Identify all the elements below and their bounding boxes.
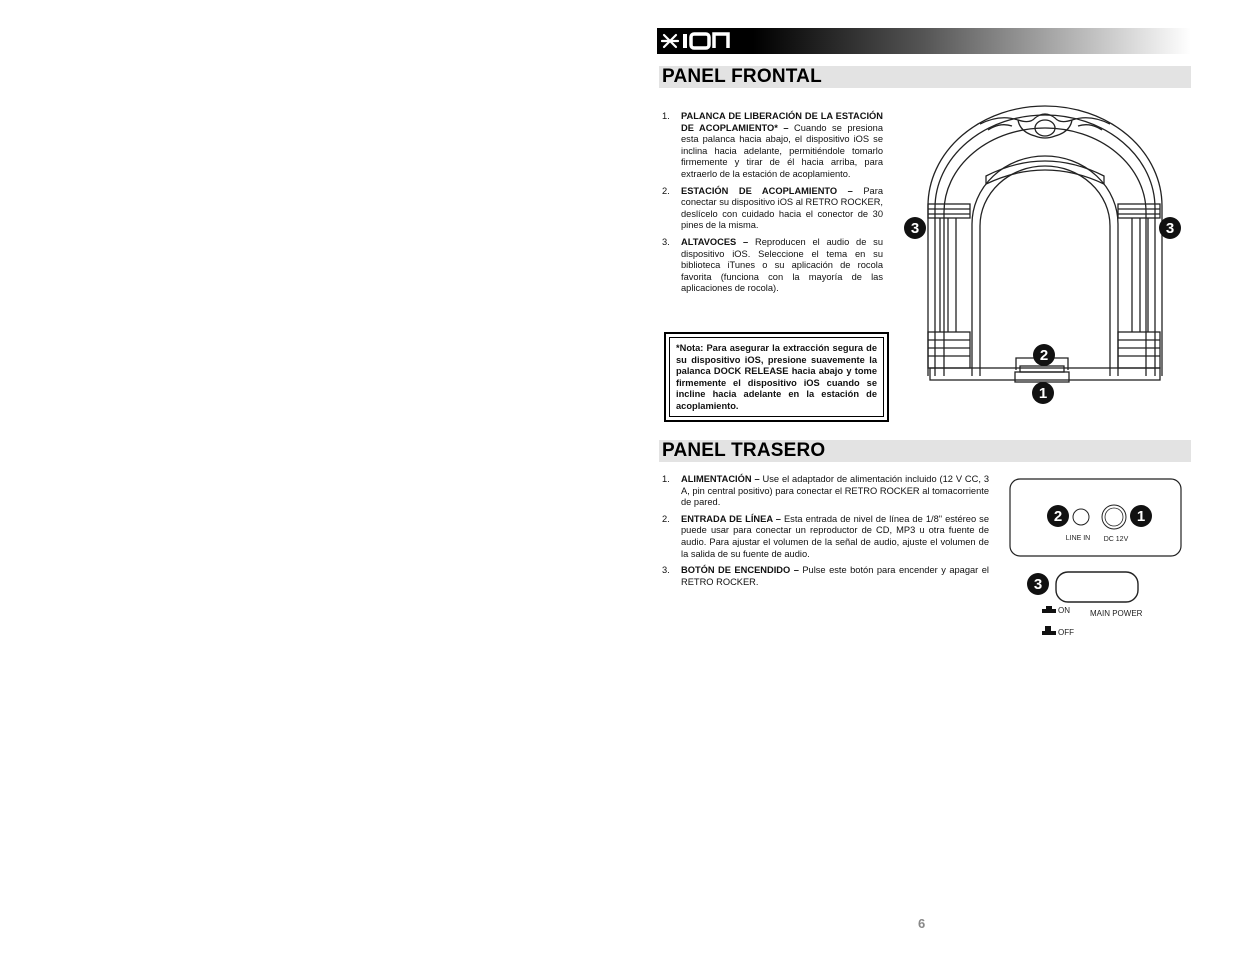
ion-logo (661, 31, 741, 51)
svg-text:3: 3 (1165, 220, 1175, 237)
callout-1 (1130, 505, 1152, 527)
item-heading: ALTAVOCES – (681, 236, 749, 247)
item-number: 2. (662, 185, 670, 196)
item-heading: PALANCA DE LIBERACIÓN DE LA ESTACIÓN DE ACOPLAMIENTO* – (681, 111, 883, 133)
main-power-label: MAIN POWER (1090, 609, 1143, 618)
page-number: 6 (918, 916, 926, 931)
line-in-jack (1073, 509, 1089, 525)
switch-on-icon (1042, 606, 1056, 613)
list-item (659, 111, 883, 181)
list-item (659, 237, 883, 295)
item-number: 3. (662, 565, 670, 576)
main-power-switch (1056, 572, 1138, 602)
front-panel-title: PANEL FRONTAL (659, 66, 1191, 88)
callout-3-left (904, 217, 926, 239)
item-number: 2. (662, 513, 670, 524)
switch-off-icon (1042, 626, 1056, 635)
svg-text:1: 1 (1136, 508, 1146, 525)
svg-text:1: 1 (1038, 385, 1048, 402)
jukebox-front-diagram (900, 96, 1190, 408)
item-text: Reproducen el audio de su dispositivo iOS. Seleccione el tema en su biblioteca iTunes o su aplicación de rocola favorita (funciona con la mayoría de las aplicaciones de rocola). (681, 236, 883, 294)
dc-jack (1102, 505, 1126, 529)
rear-panel-diagram (1008, 478, 1184, 642)
svg-text:3: 3 (910, 220, 920, 237)
item-heading: ALIMENTACIÓN – (681, 474, 760, 484)
on-label: ON (1058, 606, 1070, 615)
item-text: Para conectar su dispositivo iOS al RETRO ROCKER, deslícelo con cuidado hacia el conector de 30 pines de la misma. (681, 185, 884, 231)
item-heading: ESTACIÓN DE ACOPLAMIENTO – (681, 185, 853, 196)
item-text: Cuando se presiona esta palanca hacia abajo, el dispositivo iOS se inclina hacia adelante, permitiéndole tomarlo firmemente y tirar de él hacia arriba, para extraerlo de la estación de acoplamiento. (681, 122, 884, 179)
item-text: Pulse este botón para encender y apagar el RETRO ROCKER. (681, 565, 989, 587)
item-number: 1. (662, 111, 670, 121)
rear-panel-title: PANEL TRASERO (659, 440, 1191, 462)
callout-2 (1047, 505, 1069, 527)
off-label: OFF (1058, 628, 1074, 637)
item-heading: BOTÓN DE ENCENDIDO – (681, 565, 799, 576)
safety-note (664, 332, 889, 422)
dc-label: DC 12V (1103, 536, 1129, 543)
item-text: Use el adaptador de alimentación incluido (12 V CC, 3 A, pin central positivo) para conectar el RETRO ROCKER al tomacorriente de pared. (681, 474, 989, 508)
callout-2 (1033, 344, 1055, 366)
safety-note-text: *Nota: Para asegurar la extracción segura de su dispositivo iOS, presione suavemente la palanca DOCK RELEASE hacia abajo y tome firmemente el dispositivo iOS cuando se incline hacia adelante en la estación de acoplamiento. (669, 337, 884, 417)
line-in-label: LINE IN (1065, 535, 1091, 542)
callout-1 (1032, 382, 1054, 404)
callout-3 (1027, 573, 1049, 595)
item-number: 1. (662, 474, 670, 484)
list-item (659, 565, 989, 588)
svg-text:2: 2 (1039, 347, 1049, 364)
list-item (659, 474, 989, 509)
rear-panel-list (659, 474, 989, 593)
callout-3-right (1159, 217, 1181, 239)
item-heading: ENTRADA DE LÍNEA – (681, 513, 781, 524)
front-panel-list (659, 111, 883, 300)
list-item (659, 186, 883, 232)
item-number: 3. (662, 236, 670, 247)
svg-text:3: 3 (1033, 576, 1043, 593)
svg-text:2: 2 (1053, 508, 1063, 525)
list-item (659, 514, 989, 560)
item-text: Esta entrada de nivel de línea de 1/8" estéreo se puede usar para conectar un reproductor de CD, MP3 u otra fuente de audio. Para ajustar el volumen de la señal de audio, ajuste el volumen de la salida de su fuente de audio. (681, 513, 990, 559)
brand-header-bar (657, 28, 1191, 54)
